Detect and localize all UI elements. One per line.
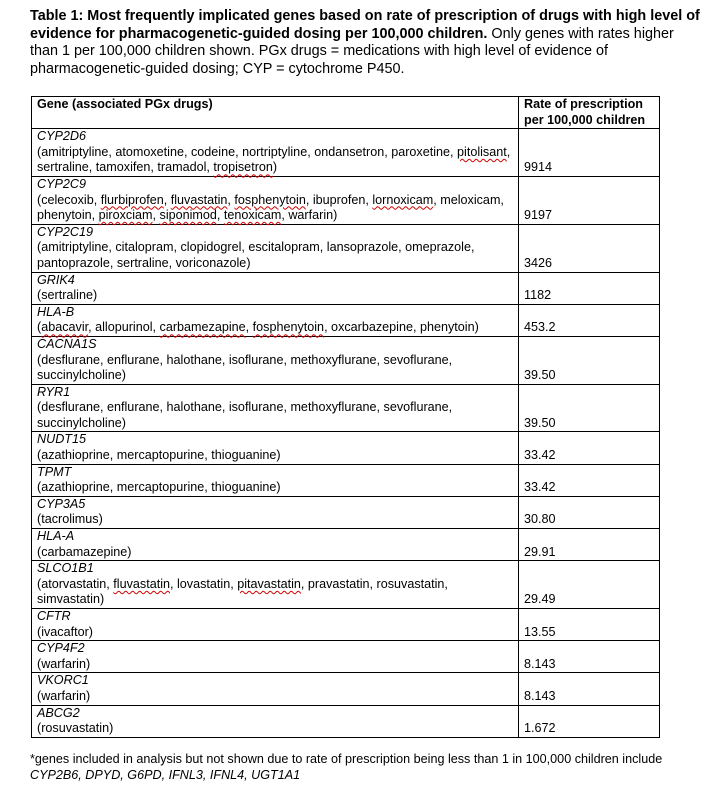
drug-text: (amitriptyline, atomoxetine, codeine, nortriptyline, ondansetron, paroxetine, [37,144,458,159]
table-row [32,529,660,561]
drug-text: (tacrolimus) [37,512,103,527]
gene-cell [32,384,519,432]
drug-text: , sertraline, tamoxifen, tramadol, [37,144,511,175]
rate-cell: 9914 [519,129,660,177]
drug-text: , ibuprofen, [305,192,373,207]
gene-cell [32,224,519,272]
table-row [32,129,660,177]
drug-list [37,657,515,673]
rate-cell: 30.80 [519,496,660,528]
gene-cell [32,641,519,673]
rate-cell: 39.50 [519,336,660,384]
drug-name-spellcheck: lornoxicam [372,192,434,207]
rate-cell: 29.49 [519,561,660,609]
gene-cell [32,336,519,384]
drug-text: , [227,192,235,207]
drug-text: ) [272,160,278,175]
rate-cell: 453.2 [519,304,660,336]
drug-list [37,288,515,304]
gene-cell [32,529,519,561]
table-row [32,561,660,609]
gene-name: TPMT [37,464,72,479]
drug-list [37,353,515,384]
drug-text: (warfarin) [37,656,91,671]
drug-name-spellcheck: siponimod [159,208,217,223]
rate-cell: 3426 [519,224,660,272]
table-row [32,336,660,384]
drug-name-spellcheck: abacavir [41,320,89,335]
rate-cell: 33.42 [519,432,660,464]
gene-cell [32,496,519,528]
drug-text: , [245,320,253,335]
drug-list [37,400,515,431]
drug-text: , lovastatin, [170,576,238,591]
table-row [32,384,660,432]
table-row [32,496,660,528]
gene-name: RYR1 [37,384,71,399]
drug-text: (rosuvastatin) [37,721,114,736]
table-row [32,272,660,304]
drug-list [37,320,515,336]
table-row [32,641,660,673]
rate-cell: 13.55 [519,609,660,641]
gene-cell [32,432,519,464]
drug-name-spellcheck: pitolisant [457,144,507,159]
drug-text: , [152,208,160,223]
drug-list [37,240,515,271]
drug-text: (atorvastatin, [37,576,114,591]
table-row [32,224,660,272]
drug-text: (azathioprine, mercaptopurine, thioguanine) [37,480,281,495]
footnote-text: *genes included in analysis but not shown due to rate of prescription being less than 1 in 100,000 children include [30,752,663,766]
drug-text: , meloxicam, phenytoin, [37,192,504,223]
rate-cell: 29.91 [519,529,660,561]
table-row [32,176,660,224]
drug-text: (carbamazepine) [37,544,132,559]
drug-text: (ivacaftor) [37,624,93,639]
rate-cell: 8.143 [519,641,660,673]
gene-name: HLA-B [37,304,75,319]
table-row [32,304,660,336]
drug-name-spellcheck: fluvastatin [170,192,228,207]
gene-name: VKORC1 [37,673,89,688]
drug-text: (sertraline) [37,288,98,303]
drug-list [37,625,515,641]
pgx-gene-table [31,96,660,738]
drug-name-spellcheck: fluvastatin [113,576,170,591]
table-body [32,129,660,738]
drug-name-spellcheck: fosphenytoin [234,192,306,207]
drug-text: , [163,192,171,207]
gene-name: SLCO1B1 [37,561,94,576]
drug-text: (celecoxib, [37,192,101,207]
drug-list [37,577,515,608]
gene-name: HLA-A [37,529,75,544]
gene-name: CYP2C19 [37,224,94,239]
rate-cell: 1182 [519,272,660,304]
drug-text: (desflurane, enflurane, halothane, isoflurane, methoxyflurane, sevoflurane, succinylcholine) [37,400,453,430]
rate-cell: 39.50 [519,384,660,432]
gene-cell [32,705,519,737]
drug-text: , warfarin) [281,208,338,223]
gene-name: CYP2C9 [37,176,86,191]
gene-cell [32,561,519,609]
drug-list [37,448,515,464]
gene-cell [32,129,519,177]
gene-name: GRIK4 [37,272,75,287]
header-rate: Rate of prescription per 100,000 children [519,97,660,129]
table-header-row [32,97,660,129]
rate-cell: 9197 [519,176,660,224]
gene-cell [32,304,519,336]
drug-name-spellcheck: tropisetron [213,160,273,175]
gene-cell [32,176,519,224]
table-row [32,464,660,496]
rate-cell: 8.143 [519,673,660,705]
drug-name-spellcheck: piroxciam [98,208,153,223]
drug-text: , allopurinol, [88,320,160,335]
drug-name-spellcheck: fosphenytoin [252,320,325,335]
drug-text: (azathioprine, mercaptopurine, thioguanine) [37,448,281,463]
drug-list [37,512,515,528]
gene-cell [32,272,519,304]
gene-name: CFTR [37,609,71,623]
table-row [32,609,660,641]
drug-name-spellcheck: pitavastatin [237,576,301,591]
drug-list [37,145,515,176]
drug-list [37,545,515,561]
footnote [30,751,714,783]
gene-cell [32,673,519,705]
table-row [32,432,660,464]
table-caption [30,8,700,78]
rate-cell: 33.42 [519,464,660,496]
gene-name: CACNA1S [37,336,97,351]
caption-title: Table 1: Most frequently implicated genes based on rate of prescription of drugs with high level of evidence for pharmacogenetic-guided dosing per 100,000 children. [30,8,700,42]
drug-name-spellcheck: carbamezapine [159,320,246,335]
header-gene: Gene (associated PGx drugs) [32,97,519,129]
footnote-genes: CYP2B6, DPYD, G6PD, IFNL3, IFNL4, UGT1A1 [30,768,301,782]
drug-text: (desflurane, enflurane, halothane, isoflurane, methoxyflurane, sevoflurane, succinylcholine) [37,352,453,383]
drug-text: (warfarin) [37,688,91,703]
drug-text: , [216,208,224,223]
caption-description: Only genes with rates higher than 1 per 100,000 children shown. PGx drugs = medications with high level of evidence of pharmacogenetic-guided dosing; CYP = cytochrome P450. [30,25,674,77]
gene-name: CYP3A5 [37,496,86,511]
drug-text: ( [37,320,42,335]
drug-list [37,193,515,224]
drug-text: , oxcarbazepine, phenytoin) [324,320,479,335]
drug-text: (amitriptyline, citalopram, clopidogrel, escitalopram, lansoprazole, omeprazole, pantoprazole, sertraline, voriconazole) [37,240,475,270]
drug-list [37,480,515,496]
table-row [32,673,660,705]
drug-name-spellcheck: tenoxicam [223,208,282,223]
gene-cell [32,464,519,496]
gene-name: CYP2D6 [37,129,86,144]
rate-cell: 1.672 [519,705,660,737]
table-row [32,705,660,737]
gene-name: CYP4F2 [37,641,85,656]
gene-cell [32,609,519,641]
drug-name-spellcheck: flurbiprofen [100,192,164,207]
drug-text: , pravastatin, rosuvastatin, simvastatin) [37,576,448,607]
gene-name: ABCG2 [37,705,80,720]
drug-list [37,689,515,705]
drug-list [37,721,515,737]
gene-name: NUDT15 [37,432,86,447]
